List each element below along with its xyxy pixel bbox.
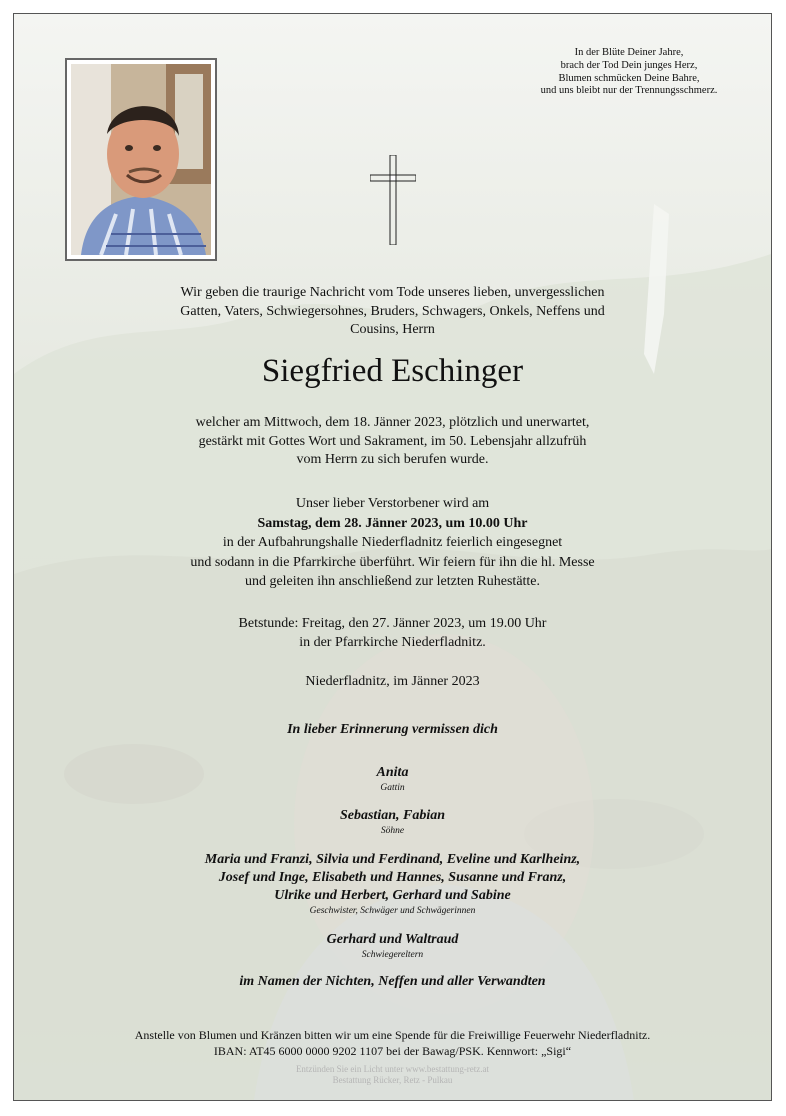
donation-line: Anstelle von Blumen und Kränzen bitten wir um eine Spende für die Freiwillige Feuerwehr Niederfladnitz. [134, 1028, 651, 1042]
mourner-names: Anita [376, 765, 409, 780]
mourners-heading: In lieber Erinnerung vermissen dich [287, 722, 498, 737]
mourner-names: Gerhard und Waltraud [326, 932, 459, 947]
funeral-home-info [14, 1064, 771, 1086]
funeral-home-name: Bestattung Rücker, Retz - Pulkau [332, 1075, 453, 1085]
candle-link-text[interactable]: Entzünden Sie ein Licht unter www.bestattung-retz.at [295, 1064, 490, 1074]
funeral-date: Samstag, dem 28. Jänner 2023, um 10.00 Uhr [257, 515, 528, 531]
death-line: gestärkt mit Gottes Wort und Sakrament, im 50. Lebensjahr allzufrüh [198, 433, 587, 449]
mourner-names: Sebastian, Fabian [339, 808, 446, 823]
closing-line: im Namen der Nichten, Neffen und aller Verwandten [239, 974, 546, 989]
funeral-line: und sodann in die Pfarrkirche überführt. Wir feiern für ihn die hl. Messe [190, 554, 595, 570]
prayer-line: Betstunde: Freitag, den 27. Jänner 2023, um 19.00 Uhr [238, 616, 547, 631]
death-line: vom Herrn zu sich berufen wurde. [296, 452, 489, 467]
memorial-verse [514, 47, 744, 98]
portrait-photo-frame [65, 58, 217, 261]
mourner-group [14, 931, 771, 961]
cross-icon [370, 155, 416, 245]
place-and-date: Niederfladnitz, im Jänner 2023 [305, 674, 480, 689]
prayer-hour [14, 615, 771, 652]
funeral-line: in der Aufbahrungshalle Niederfladnitz feierlich eingesegnet [222, 535, 563, 550]
deceased-name: Siegfried Eschinger [261, 353, 524, 389]
iban-line: IBAN: AT45 6000 0000 9202 1107 bei der Bawag/PSK. Kennwort: „Sigi“ [213, 1044, 572, 1058]
portrait-photo [71, 64, 211, 255]
intro-line: Gatten, Vaters, Schwiegersohnes, Bruders, Schwagers, Onkels, Neffens und [180, 303, 605, 319]
mourner-names: Ulrike und Herbert, Gerhard und Sabine [274, 888, 511, 903]
funeral-intro: Unser lieber Verstorbener wird am [295, 496, 490, 511]
funeral-line: und geleiten ihn anschließend zur letzten Ruhestätte. [244, 574, 541, 589]
prayer-line: in der Pfarrkirche Niederfladnitz. [299, 634, 486, 650]
mourner-group [14, 807, 771, 837]
verse-line: brach der Tod Dein junges Herz, [560, 59, 698, 71]
death-line: welcher am Mittwoch, dem 18. Jänner 2023, plötzlich und unerwartet, [195, 415, 590, 430]
announcement-text [14, 284, 771, 340]
mourner-names: Josef und Inge, Elisabeth und Hannes, Susanne und Franz, [218, 870, 567, 885]
obituary-page [13, 13, 772, 1101]
mourner-relation: Geschwister, Schwäger und Schwägerinnen [309, 906, 476, 916]
donation-note [14, 1027, 771, 1059]
verse-line: Blumen schmücken Deine Bahre, [558, 72, 700, 84]
mourner-group [14, 764, 771, 794]
death-notice [14, 414, 771, 470]
mourner-relation: Söhne [380, 826, 405, 836]
mourner-names: Maria und Franzi, Silvia und Ferdinand, Eveline und Karlheinz, [204, 852, 581, 867]
intro-line: Cousins, Herrn [350, 322, 435, 337]
verse-line: und uns bleibt nur der Trennungsschmerz. [540, 85, 718, 97]
funeral-details [14, 494, 771, 592]
mourner-group [14, 851, 771, 917]
verse-line: In der Blüte Deiner Jahre, [574, 47, 684, 58]
mourner-relation: Schwiegereltern [361, 950, 424, 960]
intro-line: Wir geben die traurige Nachricht vom Tode unseres lieben, unvergesslichen [180, 285, 605, 300]
mourner-relation: Gattin [380, 783, 405, 793]
